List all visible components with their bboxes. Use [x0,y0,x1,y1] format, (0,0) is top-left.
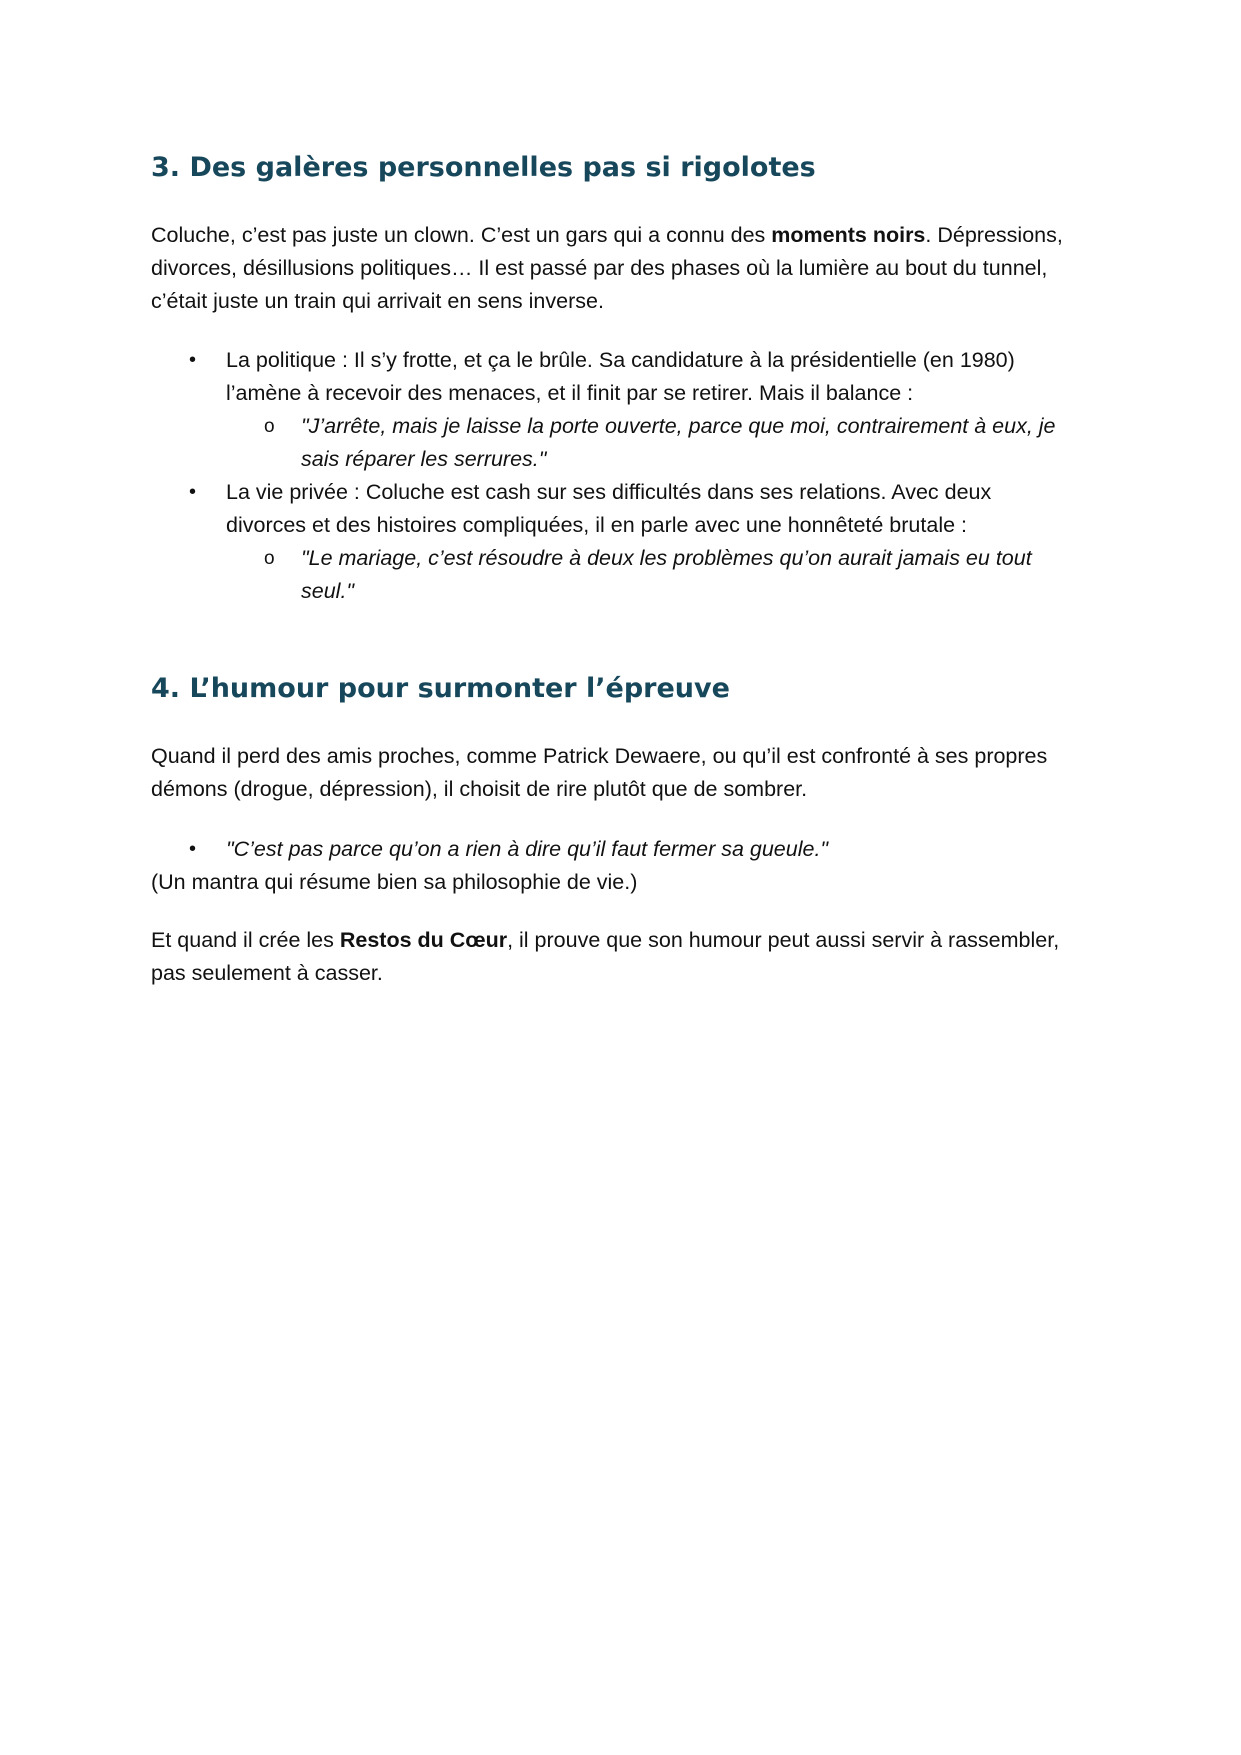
intro-line-3: c’était juste un train qui arrivait en sens inverse. [151,289,604,313]
quote-text: "J’arrête, mais je laisse la porte ouverte, parce que moi, contrairement à eux, je [301,414,1056,438]
bullet-text: La vie privée : Coluche est cash sur ses difficultés dans ses relations. Avec deux [226,480,992,504]
bullet-text: divorces et des histoires compliquées, il en parle avec une honnêteté brutale : [226,513,967,537]
para-line: pas seulement à casser. [151,961,383,985]
section-4-para-1 [151,740,1101,806]
intro-line-2: divorces, désillusions politiques… Il est passé par des phases où la lumière au bout du tunnel, [151,256,1048,280]
bullet-marker: • [189,481,197,503]
sub-bullet-marker: o [264,416,275,437]
quote-note: (Un mantra qui résume bien sa philosophie de vie.) [151,870,638,894]
section-4-para-2 [151,924,1101,990]
bullet-text: l’amène à recevoir des menaces, et il finit par se retirer. Mais il balance : [226,381,914,405]
bullet-politique [226,344,1086,410]
quote-gueule: "C’est pas parce qu’on a rien à dire qu’il faut fermer sa gueule." [226,837,829,861]
para-line: démons (drogue, dépression), il choisit de rire plutôt que de sombrer. [151,777,808,801]
section-3-intro [151,219,1101,318]
quote-text: seul." [301,579,355,603]
sub-bullet-marker: o [264,548,275,569]
quote-text: "Le mariage, c’est résoudre à deux les problèmes qu’on aurait jamais eu tout [301,546,1032,570]
para-line: Quand il perd des amis proches, comme Patrick Dewaere, ou qu’il est confronté à ses propres [151,744,1048,768]
quote-text: sais réparer les serrures." [301,447,547,471]
para-line: Et quand il crée les Restos du Cœur, il prouve que son humour peut aussi servir à rassembler, [151,928,1060,952]
bullet-marker: • [189,349,197,371]
section-3-title: 3. Des galères personnelles pas si rigolotes [151,152,816,183]
intro-line-1: Coluche, c’est pas juste un clown. C’est un gars qui a connu des moments noirs. Dépressions, [151,223,1063,247]
quote-politique [301,410,1091,476]
bullet-vie-privee [226,476,1086,542]
bullet-marker: • [189,838,197,860]
quote-mariage [301,542,1091,608]
section-4-title: 4. L’humour pour surmonter l’épreuve [151,673,730,704]
bullet-text: La politique : Il s’y frotte, et ça le brûle. Sa candidature à la présidentielle (en 1980) [226,348,1015,372]
